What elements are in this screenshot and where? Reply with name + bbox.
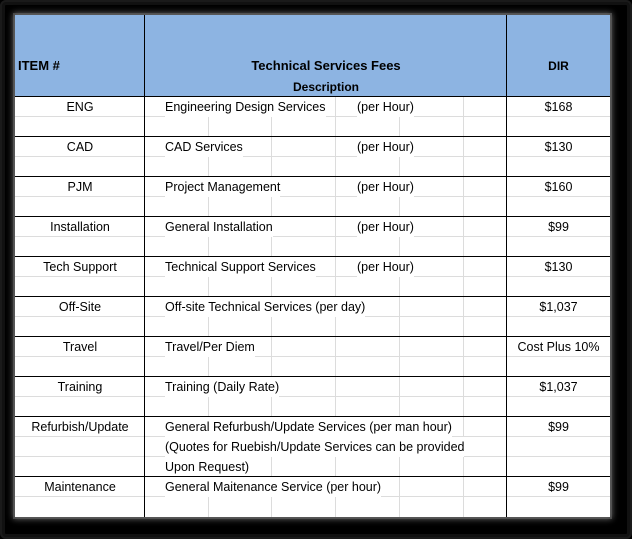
fee-table	[15, 15, 610, 517]
row-note: Upon Request)	[165, 457, 249, 477]
row-description: General Maitenance Service (per hour)	[165, 477, 381, 497]
table-row	[15, 416, 610, 476]
row-dir-price: $130	[544, 140, 573, 154]
table-row	[15, 176, 610, 216]
row-description: Off-site Technical Services (per day)	[165, 297, 365, 317]
row-unit: (per Hour)	[357, 257, 414, 277]
row-dir-price: $130	[544, 260, 573, 274]
column-divider	[506, 15, 507, 517]
row-description: General Installation	[165, 217, 273, 237]
row-item: CAD	[66, 140, 94, 154]
table-row	[15, 136, 610, 176]
row-item: ENG	[66, 100, 94, 114]
row-item: PJM	[67, 180, 93, 194]
row-item: Tech Support	[43, 260, 117, 274]
row-description: Engineering Design Services	[165, 97, 326, 117]
row-dir-price: $168	[544, 100, 573, 114]
table-row	[15, 96, 610, 136]
table-row	[15, 376, 610, 416]
row-dir-price: $99	[548, 220, 569, 234]
table-header	[15, 15, 610, 96]
column-divider	[144, 15, 145, 517]
table-row	[15, 256, 610, 296]
item-column-header: ITEM #	[18, 58, 60, 73]
row-dir-price: $99	[548, 480, 569, 494]
row-item: Maintenance	[44, 480, 116, 494]
row-description: Technical Support Services	[165, 257, 316, 277]
row-dir-price: $99	[548, 420, 569, 434]
row-description: Training (Daily Rate)	[165, 377, 279, 397]
row-description: General Refurbush/Update Services (per man hour)	[165, 417, 452, 437]
row-description: Project Management	[165, 177, 280, 197]
row-description: Travel/Per Diem	[165, 337, 255, 357]
table-row	[15, 336, 610, 376]
row-item: Training	[57, 380, 103, 394]
table-title: Technical Services Fees	[251, 58, 401, 73]
table-row	[15, 476, 610, 517]
row-description: CAD Services	[165, 137, 243, 157]
row-dir-price: Cost Plus 10%	[517, 340, 600, 354]
row-dir-price: $160	[544, 180, 573, 194]
row-note: (Quotes for Ruebish/Update Services can be provided	[165, 437, 464, 457]
row-item: Travel	[62, 340, 98, 354]
row-item: Installation	[50, 220, 110, 234]
row-unit: (per Hour)	[357, 177, 414, 197]
row-dir-price: $1,037	[539, 300, 578, 314]
table-row	[15, 296, 610, 336]
table-row	[15, 216, 610, 256]
row-dir-price: $1,037	[539, 380, 578, 394]
row-unit: (per Hour)	[357, 97, 414, 117]
row-unit: (per Hour)	[357, 217, 414, 237]
row-item: Refurbish/Update	[31, 420, 129, 434]
description-column-header: Description	[292, 80, 359, 94]
row-item: Off-Site	[58, 300, 102, 314]
row-unit: (per Hour)	[357, 137, 414, 157]
dir-column-header: DIR	[548, 59, 569, 73]
